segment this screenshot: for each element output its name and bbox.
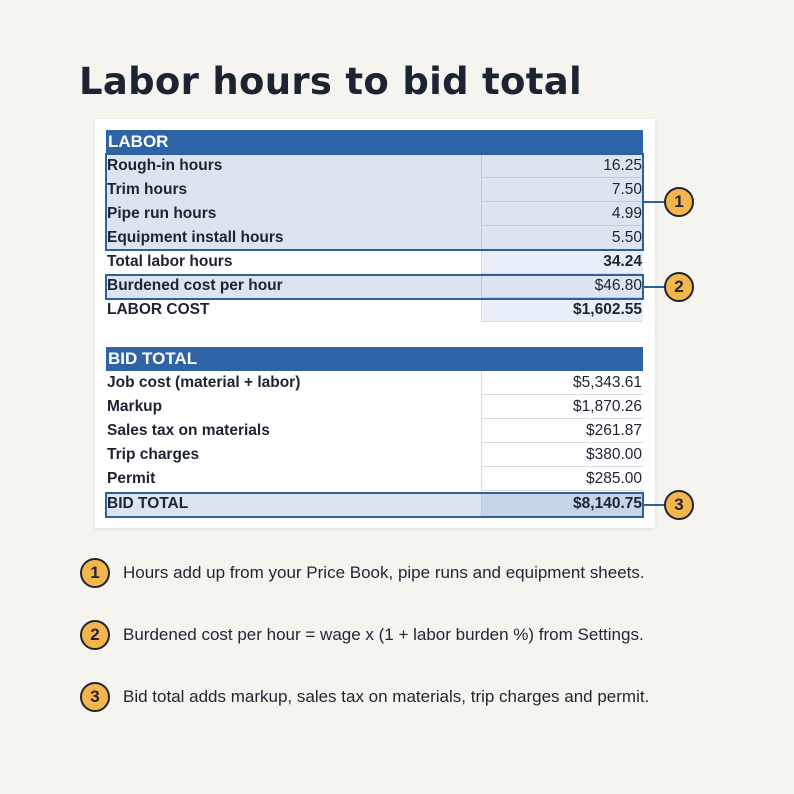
table-row (106, 419, 643, 443)
table-row (106, 395, 643, 419)
row-label: Permit (107, 470, 156, 487)
table-row (106, 154, 643, 178)
callout-badge-1: 1 (664, 187, 694, 217)
row-value[interactable]: 7.50 (481, 178, 643, 202)
legend-badge-1: 1 (80, 558, 110, 588)
row-value[interactable]: $5,343.61 (481, 371, 643, 395)
table-row (106, 371, 643, 395)
row-value[interactable]: $46.80 (481, 274, 643, 298)
callout-badge-3: 3 (664, 490, 694, 520)
row-label: Total labor hours (107, 253, 233, 270)
callout-connector (644, 286, 665, 288)
callout-connector (644, 201, 665, 203)
legend-note-1: Hours add up from your Price Book, pipe runs and equipment sheets. (123, 563, 645, 582)
row-label: Trip charges (107, 446, 200, 463)
table-row (106, 443, 643, 467)
row-value[interactable]: $285.00 (481, 467, 643, 491)
row-label: LABOR COST (107, 301, 210, 318)
bid-section-header: BID TOTAL (106, 347, 643, 371)
row-value[interactable]: $1,602.55 (481, 298, 643, 322)
row-value[interactable]: $261.87 (481, 419, 643, 443)
row-label: Sales tax on materials (107, 422, 270, 439)
table-row (106, 467, 643, 491)
row-label: Markup (107, 398, 163, 415)
row-label: Equipment install hours (106, 226, 481, 250)
row-label: Pipe run hours (106, 202, 481, 226)
row-label: Trim hours (106, 178, 481, 202)
table-row (106, 202, 643, 226)
legend-note-2: Burdened cost per hour = wage x (1 + labor burden %) from Settings. (123, 625, 644, 644)
callout-connector (644, 504, 665, 506)
row-value[interactable]: $380.00 (481, 443, 643, 467)
row-label: Rough-in hours (106, 154, 481, 178)
legend-badge-2: 2 (80, 620, 110, 650)
row-value[interactable]: 16.25 (481, 154, 643, 178)
page-title: Labor hours to bid total (79, 60, 582, 103)
row-value[interactable]: 4.99 (481, 202, 643, 226)
table-row (106, 178, 643, 202)
row-label: BID TOTAL (106, 492, 481, 516)
labor-section-header: LABOR (106, 130, 643, 154)
legend-note-3: Bid total adds markup, sales tax on materials, trip charges and permit. (123, 687, 650, 706)
table-row (106, 274, 643, 298)
row-value[interactable]: 5.50 (481, 226, 643, 250)
row-label: Job cost (material + labor) (107, 374, 301, 391)
table-row (106, 298, 643, 322)
legend-badge-3: 3 (80, 682, 110, 712)
callout-badge-2: 2 (664, 272, 694, 302)
row-value[interactable]: 34.24 (481, 250, 643, 274)
row-value[interactable]: $1,870.26 (481, 395, 643, 419)
table-row (106, 492, 643, 516)
row-value[interactable]: $8,140.75 (481, 492, 643, 516)
row-label: Burdened cost per hour (106, 274, 481, 298)
table-row (106, 250, 643, 274)
table-row (106, 226, 643, 250)
